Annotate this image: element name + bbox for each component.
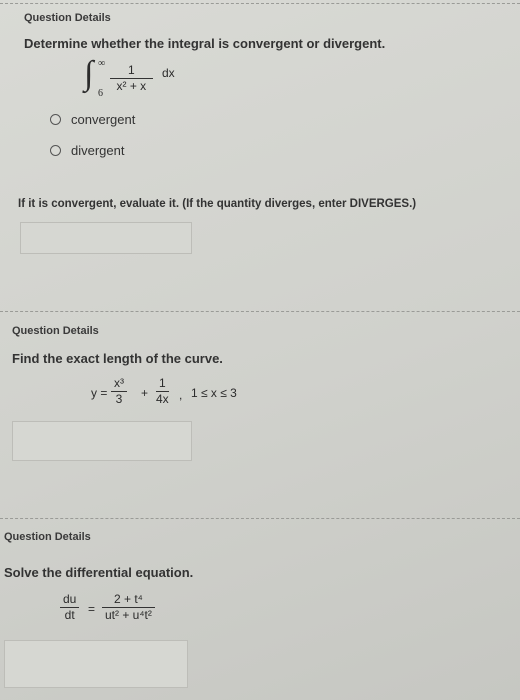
fraction-numerator: du bbox=[60, 592, 79, 608]
term-fraction-2 bbox=[153, 376, 172, 407]
equation-lhs: y = bbox=[91, 386, 108, 400]
integral-differential: dx bbox=[162, 66, 175, 80]
fraction-numerator: 2 + t⁴ bbox=[102, 592, 155, 608]
derivative-fraction bbox=[60, 592, 79, 623]
option-divergent[interactable] bbox=[50, 143, 124, 158]
question-details-header: Question Details bbox=[24, 12, 111, 24]
question-prompt: Solve the differential equation. bbox=[4, 565, 194, 580]
term-fraction-1 bbox=[111, 376, 127, 407]
option-label: convergent bbox=[71, 112, 136, 127]
equals-sign: = bbox=[88, 602, 96, 616]
question-details-header: Question Details bbox=[4, 531, 91, 543]
integral-sign: ∫ bbox=[84, 55, 94, 92]
question-prompt: Find the exact length of the curve. bbox=[12, 351, 223, 366]
radio-button[interactable] bbox=[50, 114, 61, 125]
integrand-numerator: 1 bbox=[110, 63, 153, 79]
divider bbox=[0, 518, 520, 519]
fraction-numerator: x³ bbox=[111, 376, 127, 392]
fraction-denominator: 4x bbox=[156, 392, 169, 406]
domain-range: 1 ≤ x ≤ 3 bbox=[191, 386, 237, 400]
curve-equation bbox=[91, 376, 271, 412]
divider bbox=[0, 3, 520, 4]
differential-equation bbox=[60, 592, 200, 628]
equation-comma: , bbox=[179, 388, 183, 402]
answer-input-q1[interactable] bbox=[20, 222, 192, 254]
plus-sign: + bbox=[141, 386, 149, 400]
evaluate-instruction: If it is convergent, evaluate it. (If the quantity diverges, enter DIVERGES.) bbox=[18, 198, 417, 210]
question-prompt: Determine whether the integral is convergent or divergent. bbox=[24, 36, 386, 51]
question-details-header: Question Details bbox=[12, 325, 99, 337]
integral-expression bbox=[84, 55, 194, 102]
divider bbox=[0, 311, 520, 312]
option-label: divergent bbox=[71, 143, 125, 158]
integral-upper-limit: ∞ bbox=[98, 58, 106, 69]
radio-button[interactable] bbox=[50, 145, 61, 156]
integrand-fraction bbox=[110, 63, 153, 94]
fraction-numerator: 1 bbox=[156, 376, 169, 392]
option-convergent[interactable] bbox=[50, 112, 135, 127]
answer-input-q3[interactable] bbox=[4, 640, 188, 688]
fraction-denominator: 3 bbox=[115, 392, 123, 406]
fraction-denominator: ut² + u⁴t² bbox=[105, 608, 152, 622]
fraction-denominator: dt bbox=[64, 608, 75, 622]
rhs-fraction bbox=[102, 592, 155, 623]
integral-lower-limit: 6 bbox=[98, 88, 103, 99]
answer-input-q2[interactable] bbox=[12, 421, 192, 461]
integrand-denominator: x² + x bbox=[116, 79, 147, 93]
